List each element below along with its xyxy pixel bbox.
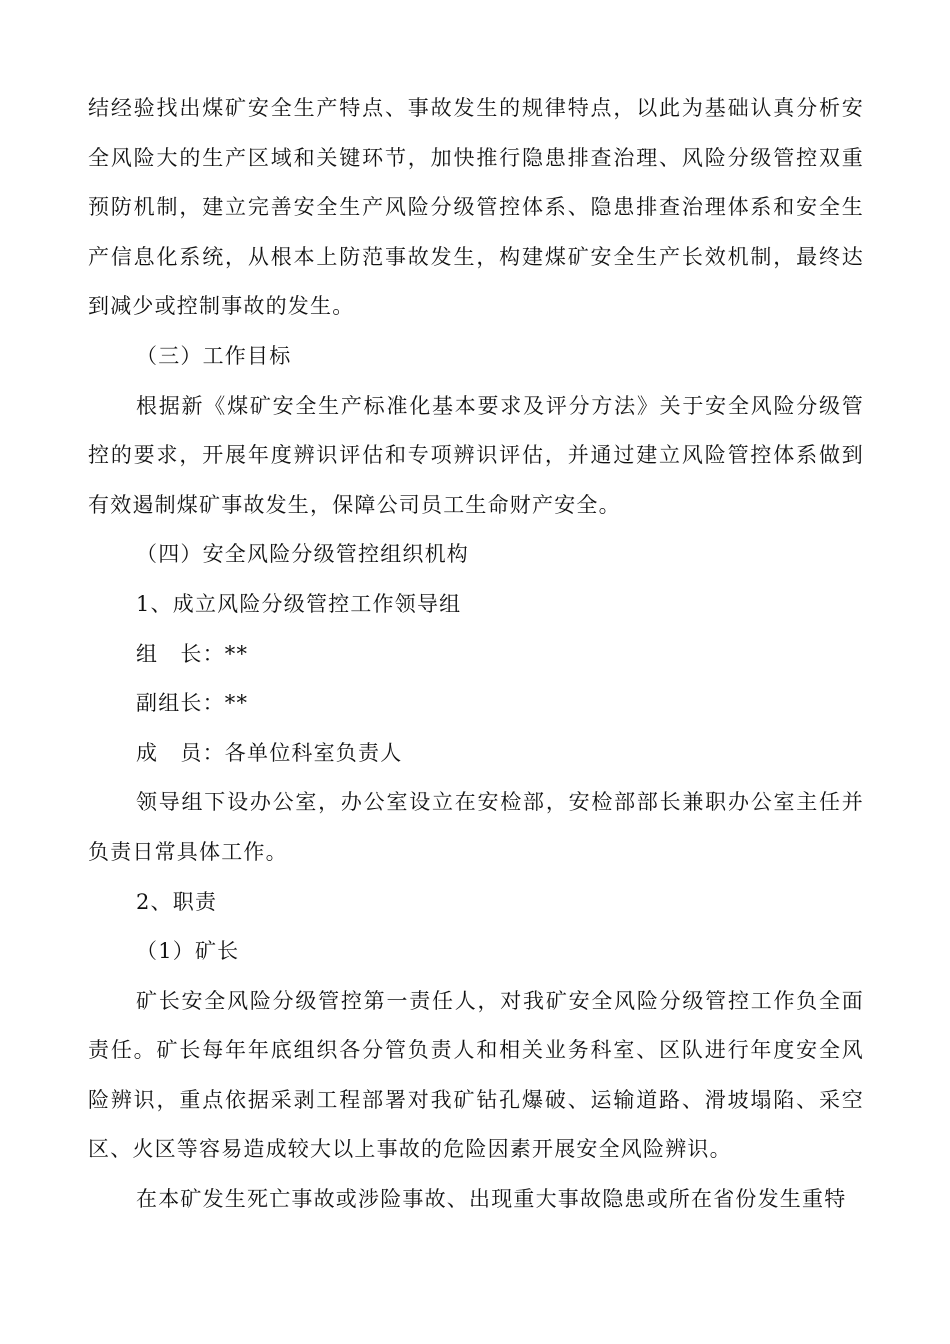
- subheading-mine-director: （1）矿长: [136, 939, 240, 964]
- item-deputy-leader: 副组长：**: [136, 691, 249, 716]
- section-heading-work-goals: （三）工作目标: [136, 343, 292, 368]
- item-members: 成 员：各单位科室负责人: [136, 740, 403, 765]
- paragraph-mine-director-duties: 矿长安全风险分级管控第一责任人，对我矿安全风险分级管控工作负全面责任。矿长每年年底组织各分管负责人和相关业务科室、区队进行年度安全风险辨识，重点依据采剥工程部署对我矿钻孔爆破、运输道路、滑坡塌陷、采空区、火区等容易造成较大以上事故的危险因素开展安全风险辨识。: [88, 988, 864, 1162]
- section-heading-organization: （四）安全风险分级管控组织机构: [136, 542, 469, 567]
- paragraph-work-goals: 根据新《煤矿安全生产标准化基本要求及评分方法》关于安全风险分级管控的要求，开展年度辨识评估和专项辨识评估，并通过建立风险管控体系做到有效遏制煤矿事故发生，保障公司员工生命财产安全。: [88, 393, 864, 517]
- item-leading-group: 1、成立风险分级管控工作领导组: [136, 591, 462, 616]
- paragraph-intro-continued: 结经验找出煤矿安全生产特点、事故发生的规律特点，以此为基础认真分析安全风险大的生产区域和关键环节，加快推行隐患排查治理、风险分级管控双重预防机制，建立完善安全生产风险分级管控体系、隐患排查治理体系和安全生产信息化系统，从根本上防范事故发生，构建煤矿安全生产长效机制，最终达到减少或控制事故的发生。: [88, 96, 864, 319]
- paragraph-special-identification: 在本矿发生死亡事故或涉险事故、出现重大事故隐患或所在省份发生重特: [136, 1187, 847, 1212]
- document-page: [88, 84, 864, 1225]
- paragraph-office: 领导组下设办公室，办公室设立在安检部，安检部部长兼职办公室主任并负责日常具体工作。: [88, 790, 864, 864]
- item-responsibilities: 2、职责: [136, 889, 218, 914]
- item-group-leader: 组 长：**: [136, 641, 249, 666]
